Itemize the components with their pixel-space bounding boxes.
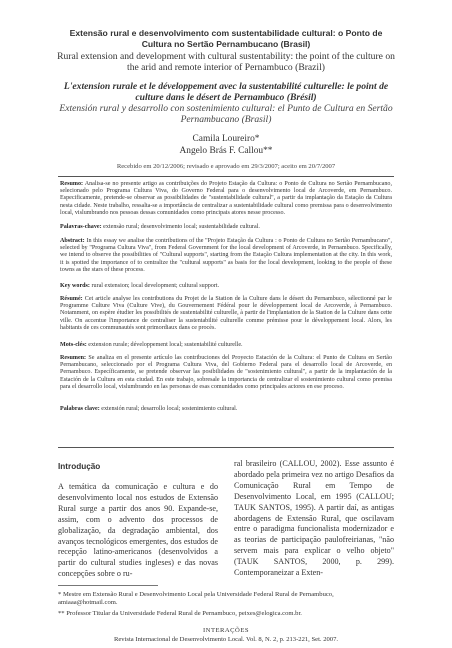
journal-citation: Revista Internacional de Desenvolvimento Local. Vol. 8, N. 2, p. 213-221, Set. 2007. <box>113 636 339 643</box>
keywords-pt <box>60 224 392 231</box>
keywords-label: Palabras clave: <box>60 406 100 412</box>
keywords-label: Mots-clés: <box>60 342 87 348</box>
author-1: Camila Loureiro* <box>192 134 260 144</box>
abstract-label: Resumo: <box>60 181 84 187</box>
title-english: Rural extension and development with cultural sustentability: the point of the culture on the arid and remote interior of Pernambuco (Brazil) <box>57 51 395 73</box>
abstract-text: Cet article analyse les contributions du Projet de la Station de la Culture dans le désert du Pernambuco, sélectionné par le Programme Culture Viva (Culture Vive), du Gouvernement Fédéral pour le développement local de Arcoverde, à Pernambuco. Notamment, on espère étudier les possibilités de sustentabilité culturelle, à partir de l'implantation de la Station de la Culture dans cette ville. On accentue l'importance de centraliser la sustentabilité culturelle comme prémisse pour le développement local. Alors, les habitants de ces communautés sont primordiaux dans ce procès. <box>60 296 392 331</box>
abstract-en <box>60 238 392 274</box>
abstract-text: Se analiza en el presente artículo las contribuciones del Proyecto Estación de la Cultura: el Punto de Cultura en Sertão Pernambucano, seleccionado por el Programa Cultura Viva, del Gobierno Federal para el desarrollo local de Arcoverde, en Pernambuco. Específicamente, se pretende observar las posibilidades de "sostenimiento cultural", a partir de la implantación de la Estación de la Cultura en esta ciudad. En este trabajo, sobresale la importancia de centralizar el sostenimiento cultural como premisa para el desarrollo local, vislumbrando en las personas de esas comunidades como principales actores en ese proceso. <box>60 355 392 390</box>
keywords-text: extension rurale; développement local; sustentabilité culturelle. <box>86 342 243 348</box>
keywords-en <box>60 283 392 290</box>
keywords-fr <box>60 342 392 349</box>
intro-heading: Introdução <box>58 462 101 471</box>
abstract-label: Abstract: <box>60 238 85 244</box>
footnote-divider <box>58 585 158 586</box>
body-right-column: ral brasileiro (CALLOU, 2002). Esse assunto é abordado pela primeira vez no artigo Desafios da Comunicação Rural em Tempo de Desenvolvimento Local, em 1995 (CALLOU; TAUK SANTOS, 1995). A partir daí, as antigas abordagens de Extensão Rural, que oscilavam entre o paradigma funcionalista modernizador e as teorias de participação paulofreirianas, "não servem mais para explicar o velho objeto" (TAUK SANTOS, 2000, p. 299). Contemporaneizar a Exten- <box>234 459 394 578</box>
keywords-es <box>60 406 392 413</box>
title-portuguese: Extensão rural e desenvolvimento com sustentabilidade cultural: o Ponto de Cultura no Sertão Pernambucano (Brasil) <box>69 28 383 49</box>
abstract-label: Resumen: <box>60 355 87 361</box>
footnote-1: * Mestre em Extensão Rural e Desenvolvimento Local pela Universidade Federal Rural de Pernambuco, amiaaa@hotmail.com. <box>58 591 334 607</box>
title-spanish: Extensión rural y desarrollo con sostenimiento cultural: el Punto de Cultura en Sertão Pernambucano (Brasil) <box>59 103 393 126</box>
keywords-label: Palavras-chave: <box>60 224 102 230</box>
author-2: Angelo Brás F. Callou** <box>179 146 273 156</box>
keywords-text: extensión rural; desarrollo local; sostenimiento cultural. <box>99 406 238 412</box>
received-dates: Recebido em 20/12/2006; revisado e aprovado em 29/3/2007; aceito em 20/7/2007 <box>116 163 336 170</box>
abstract-text: Analisa-se no presente artigo as contribuições do Projeto Estação da Cultura: o Ponto de Cultura no Sertão Pernambucano, selecionado pelo Programa Cultura Viva, do Governo Federal para o desenvolvimento local de Arcoverde, em Pernambuco. Especificamente, pretende-se observar as possibilidades de "sustentabilidade cultural", a partir da implantação da Estação da Cultura nesta cidade. Neste trabalho, ressalta-se a importância de centralizar a sustentabilidade cultural como premissa para o desenvolvimento local, vislumbrando nos pessoas dessas comunidades como principais atores nesse processo. <box>60 181 392 216</box>
abstract-es <box>60 355 392 391</box>
footnote-2: ** Professor Titular da Universidade Federal Rural de Pernambuco, peixes@elogica.com.br. <box>58 610 302 617</box>
journal-name: INTERAÇÕES <box>202 627 250 634</box>
keywords-text: rural extension; local development; cultural support. <box>89 283 220 289</box>
abstract-pt <box>60 181 392 217</box>
abstract-fr <box>60 296 392 332</box>
keywords-label: Key words: <box>60 283 90 289</box>
body-left-column: A temática da comunicação e cultura e do desenvolvimento local nos estudos de Extensão Rural surge a partir dos anos 90. Expande-se, assim, com o advento dos processos de globalização, da degradação ambiental, dos avanços tecnológicos emergentes, dos estudos de recepção latino-americanos (desenvolvidos a partir do cultural studies ingleses) e das novas concepções sobre o ru- <box>58 482 218 579</box>
keywords-text: extensão rural; desenvolvimento local; sustentabilidade cultural. <box>101 224 260 230</box>
title-french: L'extension rurale et le développement avec la sustentabilité culturelle: le point de culture dans le désert de Pernambuco (Brésil) <box>63 81 389 103</box>
abstract-text: In this essay we analise the contributions of the "Projeto Estação da Cultura : o Ponto de Cultura no Sertão Pernambucano", selected by "Programa Cultura Viva", from Federal Government for the local development of Arcoverde, in Pernambuco. Specifically, we intend to observe the possibilities of "Cultural supports", starting from the Estação Cultura implementation at the city. In this work, it is spotted the importance of to centralize the "cultural supports" as basis for the local development, looking to the people of these towns as the stars of these process. <box>60 238 392 273</box>
abstract-label: Résumé: <box>60 296 83 302</box>
